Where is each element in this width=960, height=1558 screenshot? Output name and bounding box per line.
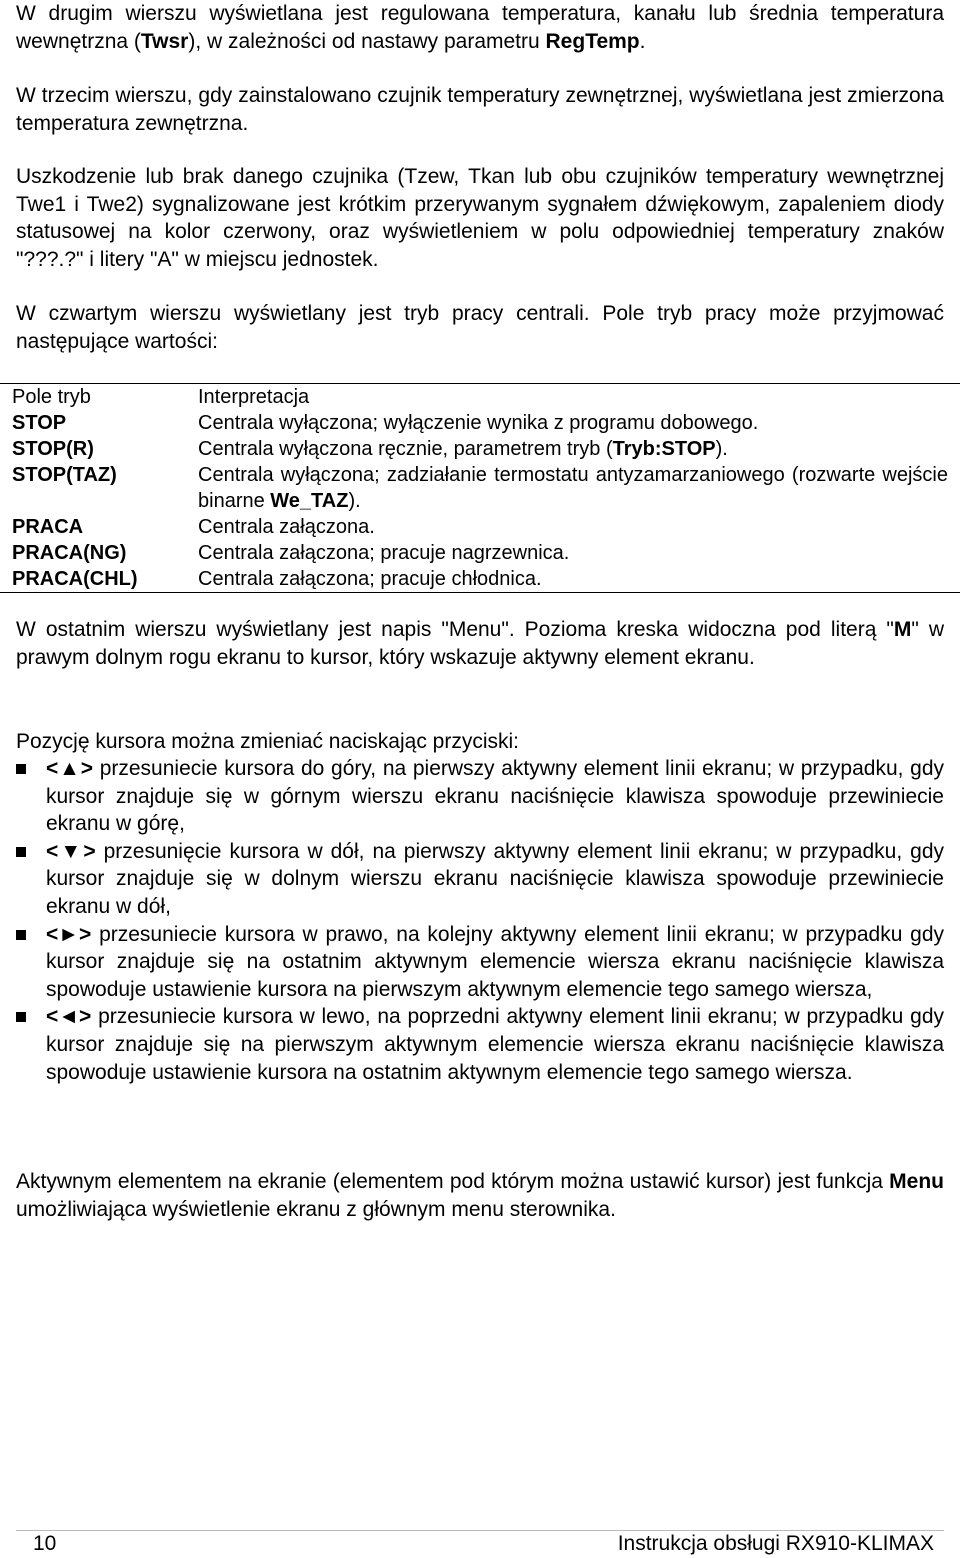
desc-cell: Centrala wyłączona ręcznie, parametrem tryb (Tryb:STOP).: [198, 438, 728, 460]
mode-cell: STOP: [12, 412, 67, 434]
list-item: <▲> przesuniecie kursora do góry, na pierwszy aktywny element linii ekranu; w przypadku, gdy kursor znajduje się w górnym wierszu ekranu naciśnięcie klawisza spowoduje przewiniecie ekranu w górę,: [16, 755, 944, 838]
paragraph-last-row: W ostatnim wierszu wyświetlany jest napis "Menu". Pozioma kreska widoczna pod literą "M" w prawym dolnym rogu ekranu to kursor, który wskazuje aktywny element ekranu.: [16, 618, 944, 669]
mode-table-wrapper: [0, 383, 960, 593]
list-item: <◄> przesuniecie kursora w lewo, na poprzedni aktywny element linii ekranu; w przypadku gdy kursor znajduje się na pierwszym aktywnym elemencie wiersza ekranu naciśnięcie klawisza spowoduje ustawienie kursora na ostatnim aktywnym elemencie tego samego wiersza.: [16, 1003, 944, 1086]
param-twsr: Twsr: [140, 29, 189, 53]
bullet-square-icon: [16, 930, 26, 940]
key-right-label: <►>: [46, 922, 92, 946]
desc-cell: Centrala załączona; pracuje chłodnica.: [198, 566, 960, 593]
table-row: [0, 566, 960, 593]
cursor-keys-list: [16, 755, 944, 1086]
paragraph-third-row: W trzecim wierszu, gdy zainstalowano czujnik temperatury zewnętrznej, wyświetlana jest zmierzona temperatura zewnętrzna.: [16, 84, 944, 135]
footer-divider: [16, 1530, 944, 1531]
table-row: [0, 462, 960, 514]
mode-table: [0, 383, 960, 593]
mode-cell: STOP(R): [12, 438, 94, 460]
paragraph-second-row: W drugim wierszu wyświetlana jest regulowana temperatura, kanału lub średnia temperatura wewnętrzna (Twsr), w zależności od nastawy parametru RegTemp.: [16, 2, 944, 53]
param-regtemp: RegTemp: [545, 29, 640, 53]
desc-cell: Centrala załączona.: [198, 516, 375, 538]
bullet-square-icon: [16, 764, 26, 774]
list-item: <▼> przesunięcie kursora w dół, na pierwszy aktywny element linii ekranu; w przypadku, gdy kursor znajduje się w dolnym wierszu ekranu naciśnięcie klawisza spowoduje przewiniecie ekranu w dół,: [16, 838, 944, 921]
desc-cell: Centrala załączona; pracuje nagrzewnica.: [198, 542, 570, 564]
bullet-square-icon: [16, 847, 26, 857]
table-row: [0, 514, 960, 540]
bullet-square-icon: [16, 1012, 26, 1022]
key-up-label: <▲>: [46, 757, 94, 780]
table-header-row: [0, 384, 960, 411]
header-desc: Interpretacja: [198, 384, 960, 411]
mode-cell: PRACA(CHL): [0, 566, 198, 593]
paragraph-cursor-intro: Pozycję kursora można zmieniać naciskając przyciski:: [16, 730, 520, 753]
header-mode: Pole tryb: [0, 384, 198, 411]
mode-cell: PRACA(NG): [12, 542, 127, 564]
list-item: <►> przesuniecie kursora w prawo, na kolejny aktywny element linii ekranu; w przypadku gdy kursor znajduje się na ostatnim aktywnym elemencie wiersza ekranu naciśnięcie klawisza spowoduje ustawienie kursora na pierwszym aktywnym elemencie tego samego wiersza,: [16, 921, 944, 1004]
paragraph-active-element: Aktywnym elementem na ekranie (elementem pod którym można ustawić kursor) jest funkcja Menu umożliwiająca wyświetlenie ekranu z głównym menu sterownika.: [16, 1170, 944, 1221]
page-number: 10: [33, 1532, 57, 1555]
table-row: [0, 410, 960, 436]
paragraph-sensor-fault: Uszkodzenie lub brak danego czujnika (Tzew, Tkan lub obu czujników temperatury wewnętrznej Twe1 i Twe2) sygnalizowane jest krótkim przerywanym sygnałem dźwiękowym, zapaleniem diody statusowej na kolor czerwony, oraz wyświetleniem w polu odpowiedniej temperatury znaków "???.?" i litery "A" w miejscu jednostek.: [16, 165, 944, 271]
desc-cell: Centrala wyłączona; wyłączenie wynika z programu dobowego.: [198, 412, 759, 434]
key-left-label: <◄>: [46, 1005, 92, 1029]
paragraph-fourth-row: W czwartym wierszu wyświetlany jest tryb pracy centrali. Pole tryb pracy może przyjmować następujące wartości:: [16, 302, 944, 353]
desc-cell: Centrala wyłączona; zadziałanie termostatu antyzamarzaniowego (rozwarte wejście binarne We_TAZ).: [198, 464, 948, 512]
table-row: [0, 540, 960, 566]
table-row: [0, 436, 960, 462]
mode-cell: STOP(TAZ): [12, 464, 117, 486]
mode-cell: PRACA: [12, 516, 84, 538]
key-down-label: <▼>: [46, 839, 96, 863]
footer-title: Instrukcja obsługi RX910-KLIMAX: [617, 1532, 934, 1555]
